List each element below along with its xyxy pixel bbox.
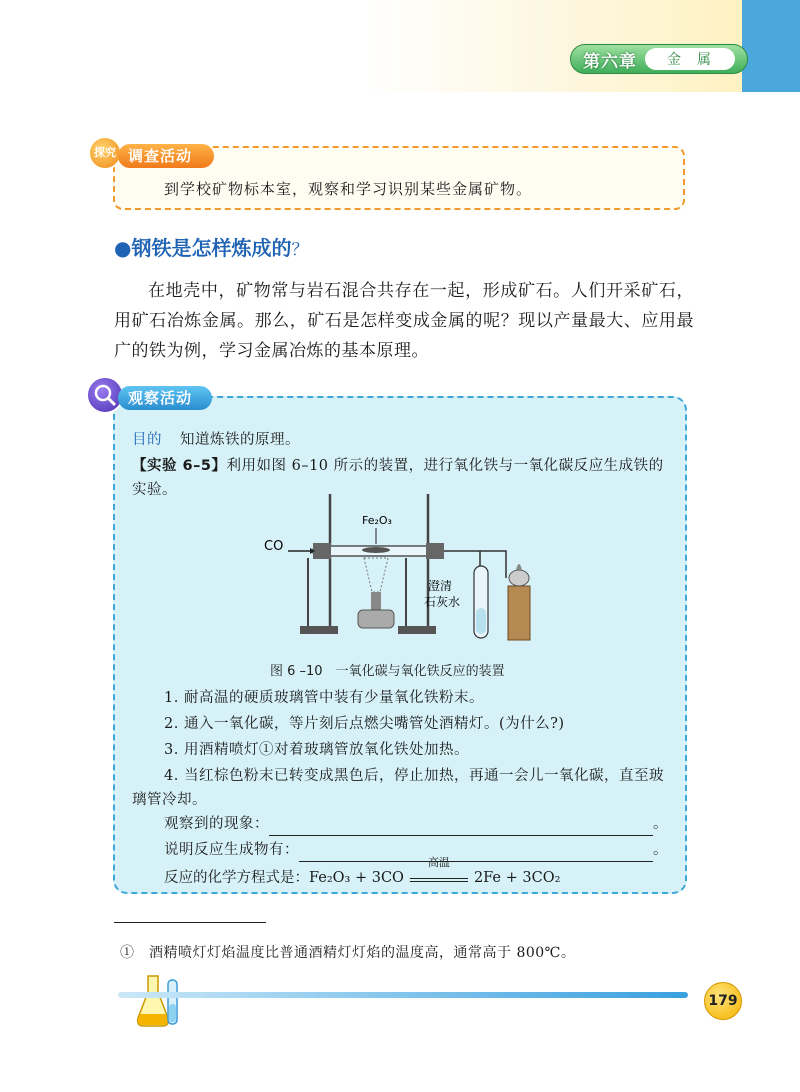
footnote: ① 酒精喷灯灯焰温度比普通酒精灯灯焰的温度高，通常高于 800℃。 — [120, 945, 576, 961]
chemical-equation — [164, 856, 561, 887]
footnote-rule — [114, 922, 266, 923]
equation-condition — [410, 856, 468, 882]
goal-label: 目的 — [132, 432, 162, 448]
step-2: 2. 通入一氧化碳，等片刻后点燃尖嘴管处酒精灯。(为什么?) — [164, 716, 565, 732]
survey-icon-text: 探究 — [94, 146, 116, 159]
product-period: 。 — [653, 842, 668, 858]
equation-condition-text: 高温 — [427, 856, 450, 869]
limewater-label-1: 澄清 — [428, 579, 453, 593]
alcohol-blowtorch — [358, 610, 394, 628]
survey-activity-tab: 调查活动 — [118, 144, 214, 168]
alcohol-lamp — [509, 570, 529, 586]
goal-line — [132, 428, 300, 452]
bottom-bar — [118, 992, 688, 998]
observe-label: 观察到的现象： — [164, 816, 269, 832]
goal-text: 知道炼铁的原理。 — [180, 432, 300, 448]
section-title-mark: ？ — [291, 240, 309, 260]
limewater-label-2: 石灰水 — [424, 595, 461, 609]
step-4: 4. 当红棕色粉末已转变成黑色后，停止加热，再通一会儿一氧化碳，直至玻璃管冷却。 — [132, 768, 664, 808]
section-paragraph: 在地壳中，矿物常与岩石混合共存在一起，形成矿石。人们开采矿石，用矿石冶炼金属。那么，矿石是怎样变成金属的呢？现以产量最大、应用最广的铁为例，学习金属冶炼的基本原理。 — [114, 281, 694, 361]
step-3: 3. 用酒精喷灯①对着玻璃管放氧化铁处加热。 — [164, 742, 469, 758]
left-stand-base — [300, 626, 338, 634]
survey-activity-text: 到学校矿物标本室，观察和学习识别某些金属矿物。 — [164, 180, 533, 198]
section-title-text: 钢铁是怎样炼成的 — [131, 236, 292, 260]
equation-left: Fe₂O₃ + 3CO — [309, 870, 404, 886]
product-label: 说明反应生成物有： — [164, 842, 299, 858]
equation-label: 反应的化学方程式是： — [164, 870, 309, 886]
apparatus-diagram — [258, 488, 548, 648]
chapter-label: 第六章 — [583, 51, 637, 72]
chapter-name: 金属 — [645, 48, 735, 70]
outlet-tube — [444, 551, 480, 568]
flask-icon — [134, 970, 184, 1030]
observe-period: 。 — [653, 816, 668, 832]
figure-caption: 图 6 –10 一氧化碳与氧化铁反应的装置 — [270, 664, 505, 679]
lamp-flame — [516, 564, 522, 570]
right-stand-base — [398, 626, 436, 634]
bullet-icon: ● — [114, 236, 132, 260]
product-blank[interactable] — [299, 844, 653, 862]
co-label: CO — [264, 539, 284, 554]
flame — [364, 558, 388, 592]
magnifier-icon — [88, 378, 122, 412]
experiment-text: 利用如图 6–10 所示的装置，进行氧化铁与一氧化碳反应生成铁的实验。 — [132, 458, 664, 498]
observation-activity-tab: 观察活动 — [118, 386, 212, 410]
chapter-badge — [570, 44, 748, 74]
equation-right: 2Fe + 3CO₂ — [473, 870, 561, 886]
observe-line — [164, 812, 668, 836]
wood-block — [508, 586, 530, 640]
observe-blank[interactable] — [269, 818, 653, 836]
section-title — [114, 232, 308, 261]
header-edge-tab — [742, 0, 800, 92]
survey-activity-icon — [88, 136, 122, 170]
step-1: 1. 耐高温的硬质玻璃管中装有少量氧化铁粉末。 — [164, 690, 484, 706]
experiment-label: 【实验 6–5】 — [132, 458, 227, 474]
page-number: 179 — [704, 982, 742, 1020]
fe2o3-label: Fe₂O₃ — [362, 514, 392, 527]
iron-oxide-powder — [362, 547, 390, 553]
